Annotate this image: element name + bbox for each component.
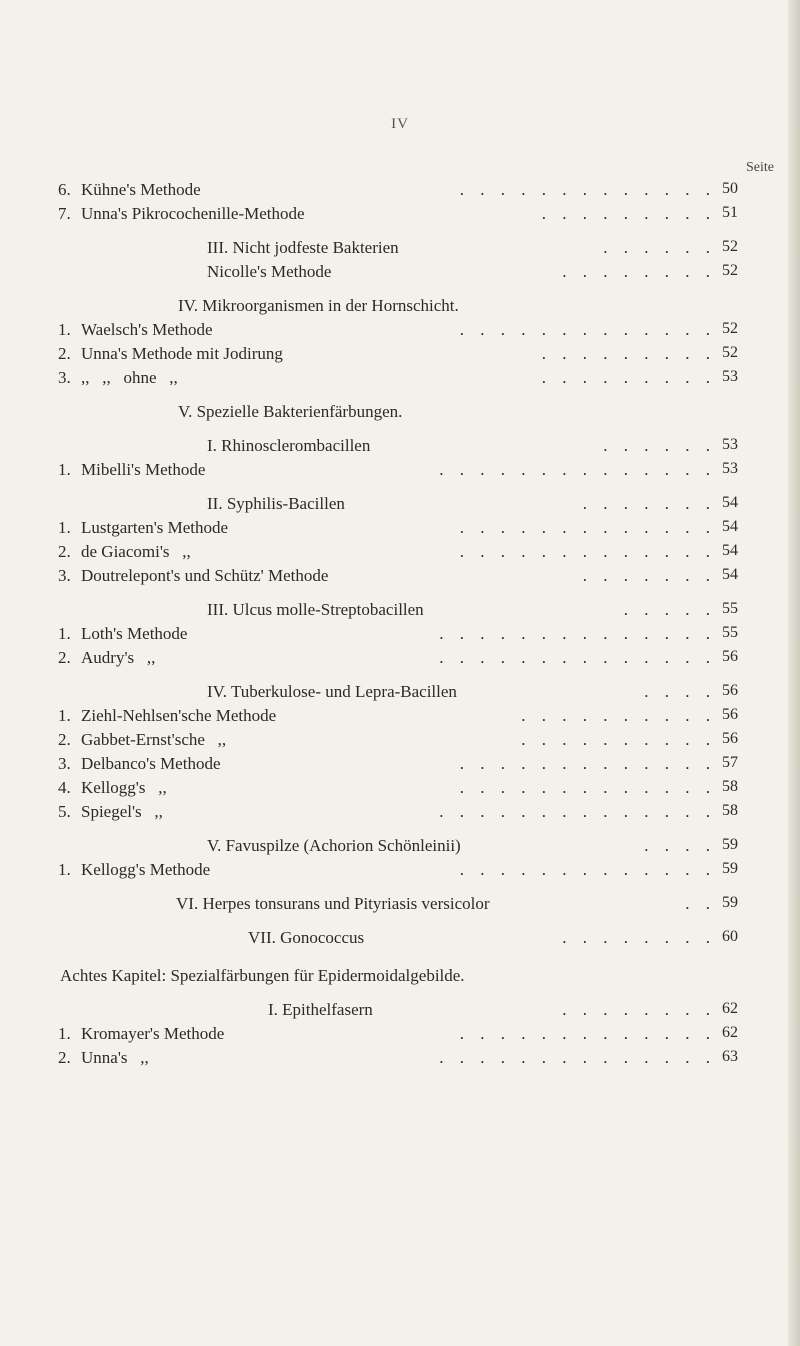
section-title: I. Rhinosclerombacillen — [207, 436, 371, 455]
dot-leader: . . . . . . . . . — [541, 368, 716, 387]
section-title: III. Nicht jodfeste Bakterien — [207, 238, 399, 257]
entry-page: 51 — [722, 204, 738, 221]
dot-leader: . . . . . . . . . . . . . . — [439, 1048, 716, 1067]
entry-page: 56 — [722, 682, 738, 699]
section-title: V. Favuspilze (Achorion Schönleinii) — [207, 836, 461, 855]
entry-title: Spiegel's ,, — [81, 802, 163, 821]
entry-number: 1. — [58, 460, 71, 479]
entry-number: 2. — [58, 1048, 71, 1067]
entry-page: 56 — [722, 730, 738, 747]
dot-leader: . . . . . . . — [582, 566, 716, 585]
section-title: II. Syphilis-Bacillen — [207, 494, 345, 513]
entry-number: 6. — [58, 180, 71, 199]
entry-page: 54 — [722, 566, 738, 583]
entry-page: 53 — [722, 368, 738, 385]
dot-leader: . . . . . . . . . . . . . . — [439, 648, 716, 667]
section-title: IV. Tuberkulose- und Lepra-Bacillen — [207, 682, 457, 701]
toc-entry — [0, 344, 800, 368]
toc-section — [0, 682, 800, 706]
section-title: III. Ulcus molle-Streptobacillen — [207, 600, 424, 619]
entry-page: 54 — [722, 494, 738, 511]
toc-entry — [0, 542, 800, 566]
dot-leader: . . . . . . . . . . . . . — [459, 320, 716, 339]
entry-number: 1. — [58, 1024, 71, 1043]
entry-title: Waelsch's Methode — [81, 320, 213, 339]
entry-number: 3. — [58, 754, 71, 773]
dot-leader: . . . . . . . . . . . . . — [459, 542, 716, 561]
toc-entry — [0, 1024, 800, 1048]
dot-leader: . . . . . . . . . . . . . — [459, 778, 716, 797]
entry-page: 50 — [722, 180, 738, 197]
entry-number: 1. — [58, 860, 71, 879]
toc-entry — [0, 566, 800, 590]
entry-page: 59 — [722, 860, 738, 877]
entry-page: 55 — [722, 600, 738, 617]
entry-title: Unna's Pikrocochenille-Methode — [81, 204, 305, 223]
entry-page: 53 — [722, 460, 738, 477]
chapter-heading: Achtes Kapitel: Spezialfärbungen für Epidermoidalgebilde. — [60, 966, 465, 985]
entry-number: 1. — [58, 624, 71, 643]
entry-title: Kellogg's ,, — [81, 778, 167, 797]
toc-section — [0, 894, 800, 918]
toc-entry — [0, 368, 800, 392]
entry-page: 54 — [722, 542, 738, 559]
entry-title: Kellogg's Methode — [81, 860, 211, 879]
entry-page: 55 — [722, 624, 738, 641]
entry-page: 63 — [722, 1048, 738, 1065]
toc-section — [0, 436, 800, 460]
entry-title: de Giacomi's ,, — [81, 542, 191, 561]
dot-leader: . . . . . . . . . . . . . — [459, 518, 716, 537]
dot-leader: . . . . — [644, 836, 716, 855]
entry-number: 1. — [58, 706, 71, 725]
dot-leader: . . . . . . . . . . . . . . — [439, 624, 716, 643]
entry-title: Doutrelepont's und Schütz' Methode — [81, 566, 329, 585]
toc-entry — [0, 778, 800, 802]
dot-leader: . . . . . . . . . . . . . . — [439, 802, 716, 821]
toc-entry — [0, 648, 800, 672]
dot-leader: . . . . . . . . — [562, 928, 716, 947]
entry-title: Loth's Methode — [81, 624, 188, 643]
dot-leader: . . . . . . . . . . . . . — [459, 754, 716, 773]
entry-title: Unna's Methode mit Jodirung — [81, 344, 283, 363]
toc-section — [0, 494, 800, 518]
entry-title: Unna's ,, — [81, 1048, 149, 1067]
entry-title: ,, ,, ohne ,, — [81, 368, 178, 387]
entry-page: 58 — [722, 802, 738, 819]
dot-leader: . . . . — [644, 682, 716, 701]
entry-number: 4. — [58, 778, 71, 797]
entry-page: 52 — [722, 262, 738, 279]
dot-leader: . . . . . . . . . . — [521, 730, 716, 749]
entry-title: Nicolle's Methode — [207, 262, 332, 281]
dot-leader: . . . . . . . . . . — [521, 706, 716, 725]
dot-leader: . . . . . . . . — [562, 262, 716, 281]
entry-number: 2. — [58, 648, 71, 667]
toc-entry — [0, 320, 800, 344]
dot-leader: . . . . . . . . . . . . . — [459, 860, 716, 879]
dot-leader: . . . . . — [623, 600, 716, 619]
toc-section — [0, 928, 800, 952]
dot-leader: . . . . . . . — [582, 494, 716, 513]
entry-number: 2. — [58, 542, 71, 561]
toc-entry — [0, 262, 800, 286]
entry-page: 58 — [722, 778, 738, 795]
section-heading: IV. Mikroorganismen in der Hornschicht. — [178, 296, 459, 315]
entry-page: 54 — [722, 518, 738, 535]
toc-entry — [0, 180, 800, 204]
dot-leader: . . . . . . . . — [562, 1000, 716, 1019]
toc-entry — [0, 1048, 800, 1072]
entry-title: Mibelli's Methode — [81, 460, 206, 479]
dot-leader: . . . . . . . . . . . . . — [459, 180, 716, 199]
toc-entry — [0, 204, 800, 228]
entry-page: 56 — [722, 706, 738, 723]
toc-entry — [0, 754, 800, 778]
entry-title: Ziehl-Nehlsen'sche Methode — [81, 706, 277, 725]
entry-page: 62 — [722, 1000, 738, 1017]
section-title: VI. Herpes tonsurans und Pityriasis versicolor — [176, 894, 490, 913]
entry-page: 57 — [722, 754, 738, 771]
toc-entry — [0, 730, 800, 754]
entry-title: Gabbet-Ernst'sche ,, — [81, 730, 227, 749]
toc-entry — [0, 518, 800, 542]
entry-number: 3. — [58, 566, 71, 585]
entry-number: 1. — [58, 320, 71, 339]
entry-number: 1. — [58, 518, 71, 537]
toc-section — [0, 836, 800, 860]
section-title: VII. Gonococcus — [248, 928, 365, 947]
toc-section — [0, 296, 800, 320]
dot-leader: . . . . . . — [603, 238, 716, 257]
entry-number: 2. — [58, 730, 71, 749]
toc-section — [0, 600, 800, 624]
entry-title: Delbanco's Methode — [81, 754, 221, 773]
toc-entry — [0, 624, 800, 648]
dot-leader: . . . . . . . . . . . . . . — [439, 460, 716, 479]
entry-page: 59 — [722, 836, 738, 853]
entry-title: Audry's ,, — [81, 648, 156, 667]
entry-title: Kühne's Methode — [81, 180, 201, 199]
toc-entry — [0, 802, 800, 826]
entry-page: 56 — [722, 648, 738, 665]
entry-page: 62 — [722, 1024, 738, 1041]
dot-leader: . . . . . . . . . — [541, 204, 716, 223]
entry-page: 52 — [722, 320, 738, 337]
seite-label: Seite — [746, 160, 774, 175]
entry-number: 5. — [58, 802, 71, 821]
toc-entry — [0, 706, 800, 730]
entry-title: Lustgarten's Methode — [81, 518, 229, 537]
entry-page: 52 — [722, 344, 738, 361]
entry-page: 53 — [722, 436, 738, 453]
toc-section — [0, 238, 800, 262]
entry-title: Kromayer's Methode — [81, 1024, 225, 1043]
section-title: I. Epithelfasern — [268, 1000, 373, 1019]
entry-page: 60 — [722, 928, 738, 945]
dot-leader: . . . . . . . . . — [541, 344, 716, 363]
entry-number: 7. — [58, 204, 71, 223]
toc-entry — [0, 460, 800, 484]
toc-section — [0, 402, 800, 426]
entry-page: 59 — [722, 894, 738, 911]
toc-entry — [0, 860, 800, 884]
dot-leader: . . . . . . . . . . . . . — [459, 1024, 716, 1043]
dot-leader: . . . . . . — [603, 436, 716, 455]
dot-leader: . . — [685, 894, 716, 913]
toc-chapter — [0, 966, 800, 990]
section-heading: V. Spezielle Bakterienfärbungen. — [178, 402, 403, 421]
page-number: IV — [391, 116, 409, 132]
toc-section — [0, 1000, 800, 1024]
table-of-contents — [0, 180, 800, 1072]
entry-page: 52 — [722, 238, 738, 255]
entry-number: 3. — [58, 368, 71, 387]
entry-number: 2. — [58, 344, 71, 363]
